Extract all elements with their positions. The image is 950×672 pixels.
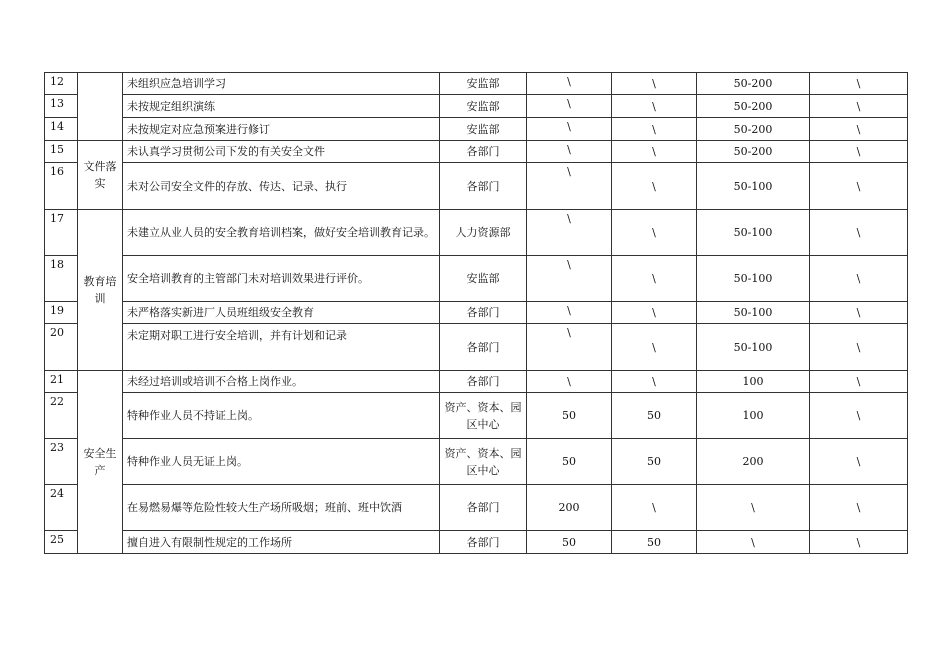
value-cell: \ <box>697 485 810 531</box>
value-cell: \ <box>697 531 810 554</box>
item-text: 未按规定组织演练 <box>123 95 440 118</box>
value-cell: 100 <box>697 393 810 439</box>
row-number: 17 <box>45 210 78 256</box>
value-cell: \ <box>527 371 612 393</box>
value-cell: \ <box>810 393 908 439</box>
item-text: 未组织应急培训学习 <box>123 73 440 95</box>
table-row <box>45 439 908 485</box>
value-cell: \ <box>527 256 612 302</box>
value-cell: \ <box>612 95 697 118</box>
item-text: 未定期对职工进行安全培训，并有计划和记录 <box>123 324 440 371</box>
item-text: 擅自进入有限制性规定的工作场所 <box>123 531 440 554</box>
value-cell: \ <box>612 485 697 531</box>
dept-cell: 安监部 <box>440 95 527 118</box>
table-row <box>45 118 908 141</box>
value-cell: \ <box>810 118 908 141</box>
row-number: 18 <box>45 256 78 302</box>
value-cell: 50-100 <box>697 163 810 210</box>
item-text: 未建立从业人员的安全教育培训档案，做好安全培训教育记录。 <box>123 210 440 256</box>
value-cell: \ <box>810 531 908 554</box>
value-cell: 50 <box>527 439 612 485</box>
dept-cell: 人力资源部 <box>440 210 527 256</box>
category-cell: 文件落实 <box>78 141 123 210</box>
value-cell: \ <box>527 95 612 118</box>
value-cell: \ <box>810 95 908 118</box>
value-cell: \ <box>612 73 697 95</box>
table-row <box>45 531 908 554</box>
dept-cell: 资产、资本、园区中心 <box>440 439 527 485</box>
value-cell: 50 <box>527 393 612 439</box>
item-text: 未对公司安全文件的存放、传达、记录、执行 <box>123 163 440 210</box>
table-row <box>45 371 908 393</box>
value-cell: \ <box>527 118 612 141</box>
row-number: 21 <box>45 371 78 393</box>
item-text: 在易燃易爆等危险性较大生产场所吸烟；班前、班中饮酒 <box>123 485 440 531</box>
row-number: 16 <box>45 163 78 210</box>
table-row <box>45 73 908 95</box>
row-number: 12 <box>45 73 78 95</box>
category-cell-empty <box>78 73 123 141</box>
value-cell: 200 <box>697 439 810 485</box>
value-cell: \ <box>810 485 908 531</box>
table-row <box>45 256 908 302</box>
value-cell: 50 <box>612 439 697 485</box>
item-text: 未按规定对应急预案进行修订 <box>123 118 440 141</box>
value-cell: 50-100 <box>697 256 810 302</box>
dept-cell: 各部门 <box>440 324 527 371</box>
value-cell: \ <box>527 210 612 256</box>
value-cell: \ <box>810 163 908 210</box>
category-cell: 安全生产 <box>78 371 123 554</box>
table-row <box>45 302 908 324</box>
value-cell: \ <box>527 141 612 163</box>
value-cell: \ <box>612 256 697 302</box>
dept-cell: 各部门 <box>440 485 527 531</box>
value-cell: \ <box>810 324 908 371</box>
value-cell: \ <box>612 163 697 210</box>
value-cell: 200 <box>527 485 612 531</box>
value-cell: \ <box>612 302 697 324</box>
value-cell: \ <box>612 324 697 371</box>
value-cell: \ <box>612 210 697 256</box>
row-number: 20 <box>45 324 78 371</box>
item-text: 安全培训教育的主管部门未对培训效果进行评价。 <box>123 256 440 302</box>
value-cell: \ <box>527 324 612 371</box>
value-cell: 50-200 <box>697 73 810 95</box>
dept-cell: 各部门 <box>440 371 527 393</box>
row-number: 22 <box>45 393 78 439</box>
value-cell: 50-100 <box>697 302 810 324</box>
value-cell: \ <box>612 118 697 141</box>
value-cell: \ <box>612 141 697 163</box>
value-cell: \ <box>810 371 908 393</box>
value-cell: 50-100 <box>697 324 810 371</box>
row-number: 13 <box>45 95 78 118</box>
item-text: 未严格落实新进厂人员班组级安全教育 <box>123 302 440 324</box>
value-cell: \ <box>810 73 908 95</box>
item-text: 未认真学习贯彻公司下发的有关安全文件 <box>123 141 440 163</box>
item-text: 未经过培训或培训不合格上岗作业。 <box>123 371 440 393</box>
category-cell: 教育培训 <box>78 210 123 371</box>
value-cell: \ <box>810 210 908 256</box>
dept-cell: 各部门 <box>440 302 527 324</box>
value-cell: \ <box>527 163 612 210</box>
value-cell: 50 <box>612 531 697 554</box>
table-row <box>45 324 908 371</box>
value-cell: 50 <box>527 531 612 554</box>
row-number: 14 <box>45 118 78 141</box>
value-cell: \ <box>810 141 908 163</box>
value-cell: 50-100 <box>697 210 810 256</box>
value-cell: 100 <box>697 371 810 393</box>
value-cell: \ <box>527 302 612 324</box>
dept-cell: 安监部 <box>440 256 527 302</box>
dept-cell: 资产、资本、园区中心 <box>440 393 527 439</box>
row-number: 24 <box>45 485 78 531</box>
row-number: 15 <box>45 141 78 163</box>
table-row <box>45 210 908 256</box>
value-cell: \ <box>810 302 908 324</box>
item-text: 特种作业人员无证上岗。 <box>123 439 440 485</box>
row-number: 19 <box>45 302 78 324</box>
item-text: 特种作业人员不持证上岗。 <box>123 393 440 439</box>
table-row <box>45 485 908 531</box>
penalty-table <box>44 72 908 554</box>
value-cell: \ <box>527 73 612 95</box>
dept-cell: 安监部 <box>440 73 527 95</box>
dept-cell: 各部门 <box>440 141 527 163</box>
table-row <box>45 393 908 439</box>
value-cell: 50-200 <box>697 118 810 141</box>
dept-cell: 各部门 <box>440 163 527 210</box>
row-number: 23 <box>45 439 78 485</box>
dept-cell: 安监部 <box>440 118 527 141</box>
value-cell: \ <box>810 256 908 302</box>
dept-cell: 各部门 <box>440 531 527 554</box>
value-cell: \ <box>612 371 697 393</box>
table-row <box>45 95 908 118</box>
table-row <box>45 141 908 163</box>
value-cell: 50 <box>612 393 697 439</box>
value-cell: 50-200 <box>697 95 810 118</box>
row-number: 25 <box>45 531 78 554</box>
table-row <box>45 163 908 210</box>
value-cell: \ <box>810 439 908 485</box>
value-cell: 50-200 <box>697 141 810 163</box>
